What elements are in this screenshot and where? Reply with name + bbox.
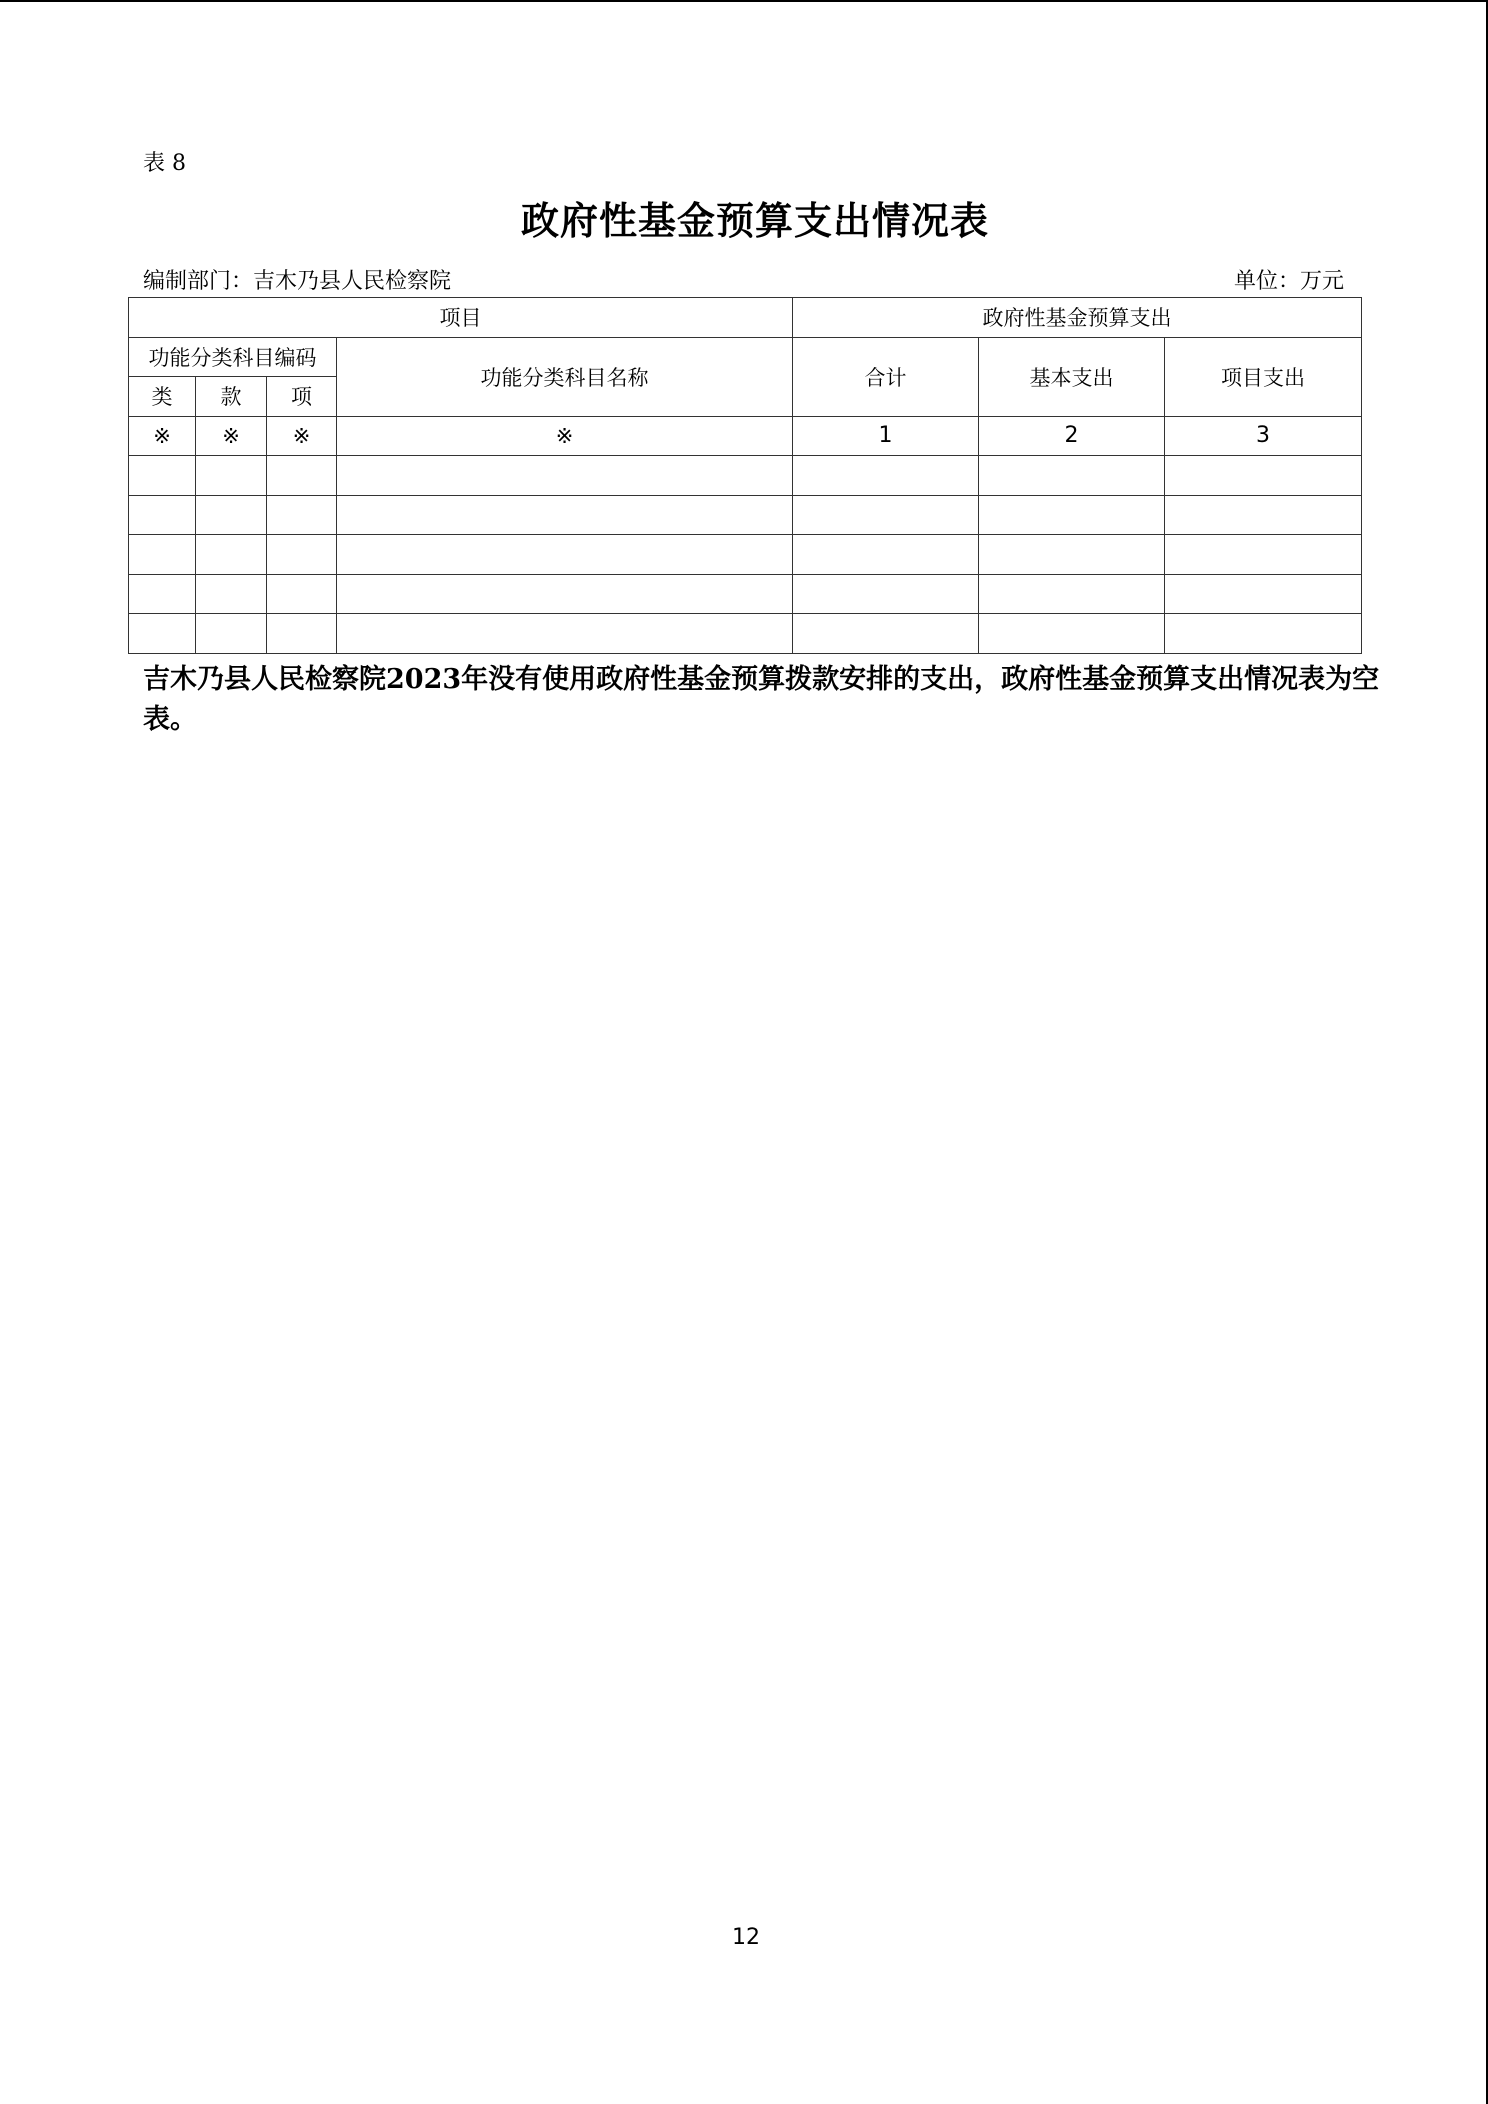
- empty-cell: [337, 495, 793, 535]
- empty-cell: [129, 495, 196, 535]
- marker-cell: ※: [267, 416, 337, 456]
- header-code: 功能分类科目编码: [129, 337, 337, 377]
- empty-cell: [196, 456, 267, 496]
- empty-cell: [337, 614, 793, 654]
- marker-row: [129, 416, 1362, 456]
- empty-cell: [196, 614, 267, 654]
- empty-cell: [196, 495, 267, 535]
- header-expenditure: 政府性基金预算支出: [793, 298, 1362, 338]
- empty-cell: [793, 535, 979, 575]
- empty-cell: [793, 495, 979, 535]
- page-title: 政府性基金预算支出情况表: [520, 198, 989, 243]
- empty-cell: [979, 456, 1165, 496]
- marker-cell: ※: [129, 416, 196, 456]
- empty-cell: [979, 495, 1165, 535]
- explanatory-note: 吉木乃县人民检察院2023年没有使用政府性基金预算拨款安排的支出，政府性基金预算支出情况表为空表。: [143, 664, 1380, 735]
- page-number: 12: [732, 1925, 760, 1950]
- empty-cell: [129, 535, 196, 575]
- header-total: 合计: [793, 337, 979, 416]
- table-row: [129, 456, 1362, 496]
- table-row: [129, 495, 1362, 535]
- empty-cell: [979, 614, 1165, 654]
- header-lei: 类: [129, 377, 196, 417]
- marker-cell: ※: [196, 416, 267, 456]
- header-xiang: 项: [267, 377, 337, 417]
- table-number-label: 表 8: [143, 151, 186, 176]
- empty-cell: [1165, 535, 1362, 575]
- budget-table: [128, 297, 1362, 654]
- empty-cell: [337, 574, 793, 614]
- empty-cell: [1165, 456, 1362, 496]
- empty-cell: [196, 574, 267, 614]
- header-kuan: 款: [196, 377, 267, 417]
- empty-cell: [793, 574, 979, 614]
- empty-cell: [267, 574, 337, 614]
- empty-cell: [267, 495, 337, 535]
- empty-cell: [793, 456, 979, 496]
- header-basic: 基本支出: [979, 337, 1165, 416]
- empty-cell: [337, 535, 793, 575]
- empty-cell: [129, 574, 196, 614]
- empty-cell: [129, 456, 196, 496]
- compiling-department: 编制部门：吉木乃县人民检察院: [143, 269, 452, 294]
- table-row: [129, 614, 1362, 654]
- empty-cell: [1165, 574, 1362, 614]
- empty-cell: [1165, 495, 1362, 535]
- empty-cell: [267, 535, 337, 575]
- unit-label: 单位：万元: [1234, 269, 1345, 294]
- marker-cell: ※: [337, 416, 793, 456]
- header-item: 项目支出: [1165, 337, 1362, 416]
- table-row: [129, 574, 1362, 614]
- empty-cell: [793, 614, 979, 654]
- header-project: 项目: [129, 298, 793, 338]
- marker-cell: 1: [793, 416, 979, 456]
- table-row: [129, 535, 1362, 575]
- empty-cell: [979, 574, 1165, 614]
- header-row-2: [129, 337, 1362, 377]
- header-row-1: [129, 298, 1362, 338]
- empty-cell: [129, 614, 196, 654]
- page-border-top: [0, 0, 1488, 2]
- empty-cell: [337, 456, 793, 496]
- empty-cell: [979, 535, 1165, 575]
- empty-cell: [267, 456, 337, 496]
- header-name: 功能分类科目名称: [337, 337, 793, 416]
- empty-cell: [1165, 614, 1362, 654]
- empty-cell: [196, 535, 267, 575]
- marker-cell: 3: [1165, 416, 1362, 456]
- empty-cell: [267, 614, 337, 654]
- marker-cell: 2: [979, 416, 1165, 456]
